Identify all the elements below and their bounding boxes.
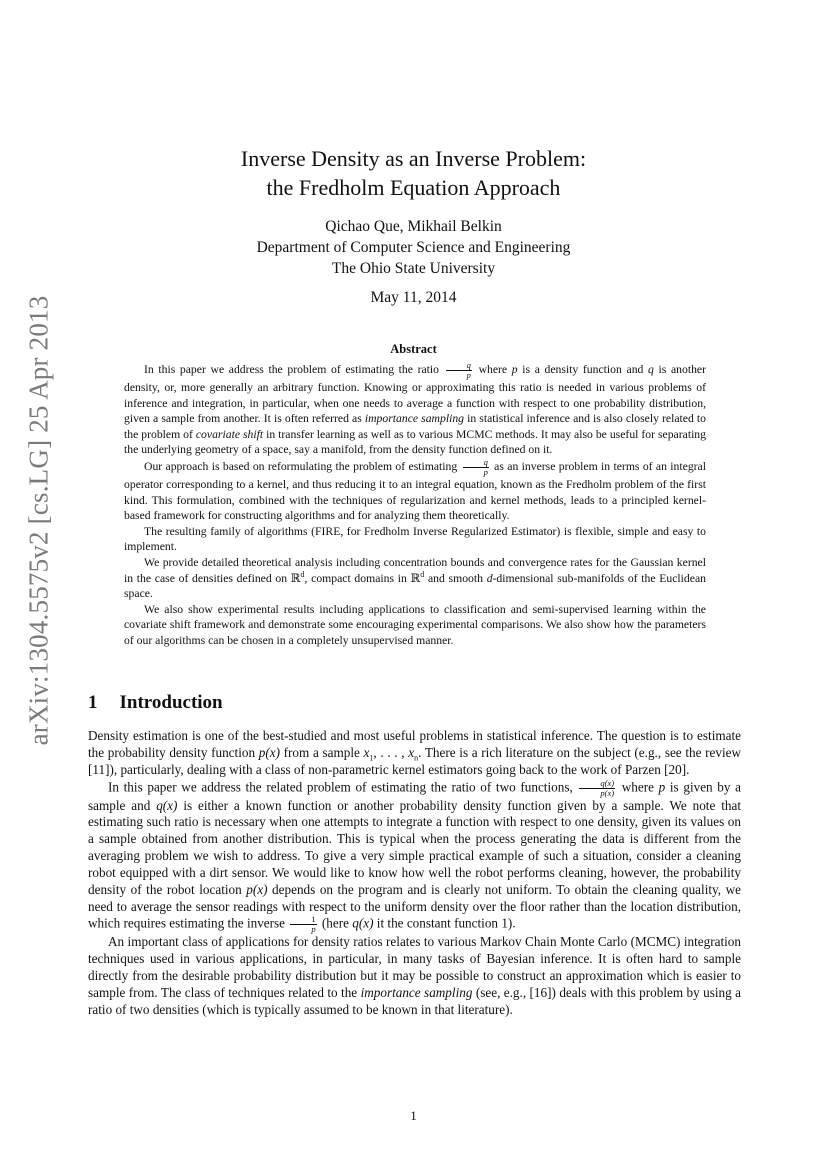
text-run: and smooth — [424, 571, 487, 585]
text-run: -dimensional sub-manifolds of the Euclidean space. — [124, 571, 706, 601]
arxiv-identifier-stamp — [8, 295, 70, 745]
text-run: is either a known function or another probability density function given by a sample. We note that estimating such ratio is necessary when one attempts to integrate a function with respect to one density, given its values on a sample obtained from another distribution. This is typical when the process generating the data is different from the averaging problem we wish to address. To give a very simple practical example of such a situation, consider a cleaning robot equipped with a dirt sensor. We would like to know how well the robot performs cleaning, however, the probability density of the robot location — [88, 797, 741, 897]
math-variable: p — [511, 363, 518, 377]
math-reals-symbol: ℝ — [290, 571, 301, 585]
text-run: in transfer learning as well as to various MCMC methods. It may also be useful for separating the underlying geometry of a space, say a manifold, from the density function defined on it. — [124, 427, 706, 457]
abstract-paragraph-5: We also show experimental results including applications to classification and semi-supervised learning within the covariate shift framework and demonstrate some encouraging experimental comparisons. We also show how the parameters of our algorithms can be chosen in a completely unsupervised manner. — [124, 602, 706, 647]
fraction-numerator: q — [446, 361, 472, 371]
fraction-numerator: 1 — [290, 915, 316, 925]
author-department: Department of Computer Science and Engineering — [256, 239, 571, 256]
arxiv-identifier-text: arXiv:1304.5575v2 [cs.LG] 25 Apr 2013 — [23, 295, 54, 745]
fraction-one-over-p — [290, 915, 316, 934]
subscript: 1 — [369, 753, 374, 763]
intro-paragraph-1 — [88, 728, 741, 779]
intro-paragraph-2 — [88, 779, 741, 935]
introduction-body — [88, 728, 741, 1019]
author-names: Qichao Que, Mikhail Belkin — [325, 218, 502, 235]
intro-paragraph-3 — [88, 934, 741, 1018]
abstract-body — [124, 361, 706, 649]
emphasis-text: importance sampling — [364, 412, 465, 426]
superscript: d — [420, 569, 425, 579]
abstract-paragraph-2 — [124, 458, 706, 524]
math-variable: d — [486, 571, 493, 585]
section-title: Introduction — [119, 692, 223, 713]
text-run: In this paper we address the related problem of estimating the ratio of two functions, — [108, 779, 578, 795]
paper-title — [0, 144, 827, 202]
text-run: in statistical inference and is also closely related to the problem of — [124, 412, 707, 441]
math-expression: q(x) — [352, 915, 374, 931]
subscript: n — [414, 753, 419, 763]
fraction-denominator: p — [311, 924, 316, 935]
math-variable: p — [658, 779, 666, 795]
fraction-q-over-p — [446, 361, 472, 380]
paper-date: May 11, 2014 — [370, 289, 457, 306]
fraction-qx-over-px — [579, 779, 615, 798]
text-run: , . . . , — [373, 744, 409, 760]
text-run: , compact domains in — [304, 571, 411, 585]
text-run: is given by a sample and — [88, 779, 742, 813]
abstract-heading: Abstract — [390, 342, 437, 356]
text-run: it the constant function 1). — [373, 915, 516, 931]
text-run: is another density, or, more generally an arbitrary function. Knowing or approximating this ratio is needed in various problems of inference and integration, in particular, when one needs to average a function with respect to one probability distribution, given a sample from another. It is often referred as — [124, 363, 706, 426]
section-number: 1 — [88, 692, 98, 713]
title-line-1: Inverse Density as an Inverse Problem: — [240, 146, 587, 171]
text-run: Our approach is based on reformulating the problem of estimating — [144, 460, 461, 474]
text-run: (see, e.g., [16]) deals with this problem by using a ratio of two densities (which is typically assumed to be known in that literature). — [88, 984, 741, 1017]
fraction-q-over-p — [463, 458, 489, 477]
section-heading-introduction — [88, 692, 223, 714]
text-run: (here — [318, 915, 353, 931]
author-university: The Ohio State University — [331, 260, 496, 277]
math-expression: p(x) — [246, 881, 268, 897]
fraction-denominator: p — [483, 466, 488, 477]
abstract-paragraph-1 — [124, 361, 706, 458]
fraction-numerator: q(x) — [579, 779, 615, 789]
text-run: . There is a rich literature on the subject (e.g., see the review [11]), particularly, dealing with a class of non-parametric kernel estimators going back to the work of Parzen [20]. — [88, 744, 742, 777]
math-variable: q — [648, 363, 654, 377]
text-run: from a sample — [279, 744, 364, 760]
text-run: where — [473, 363, 512, 377]
text-run: where — [617, 779, 659, 795]
fraction-denominator: p(x) — [600, 787, 615, 798]
abstract-paragraph-3: The resulting family of algorithms (FIRE, for Fredholm Inverse Regularized Estimator) is flexible, simple and easy to implement. — [124, 524, 706, 554]
text-run: depends on the program and is clearly not uniform. To obtain the cleaning quality, we need to average the sensor readings with respect to the uniform density over the floor rather than the location distribution, which requires estimating the inverse — [88, 881, 741, 931]
text-run: We provide detailed theoretical analysis including concentration bounds and convergence rates for the Gaussian kernel in the case of densities defined on — [124, 555, 706, 585]
fraction-numerator: q — [463, 458, 489, 468]
text-run: as an inverse problem in terms of an integral operator corresponding to a kernel, and thus reducing it to an integral equation, known as the Fredholm problem of the first kind. This formulation, combined with the techniques of regularization and kernel methods, leads to a principled kernel-based framework for constructing algorithms and for analyzing them theoretically. — [124, 460, 706, 523]
superscript: d — [300, 569, 305, 579]
abstract-paragraph-4 — [124, 555, 706, 602]
text-run: An important class of applications for density ratios relates to various Markov Chain Monte Carlo (MCMC) integration techniques used in various applications, in particular, in many tasks of Bayesian inference. It is often hard to sample directly from the desirable probability distribution but it may be possible to construct an approximation which is easier to sample from. The class of techniques related to the — [88, 934, 741, 1000]
fraction-denominator: p — [466, 370, 471, 380]
math-variable: x — [363, 744, 370, 760]
text-run: In this paper we address the problem of estimating the ratio — [144, 363, 444, 377]
math-reals-symbol: ℝ — [410, 571, 421, 585]
math-expression: q(x) — [156, 797, 178, 813]
title-line-2: the Fredholm Equation Approach — [266, 175, 561, 200]
math-variable: x — [408, 744, 415, 760]
math-expression: p(x) — [258, 744, 280, 760]
text-run: is a density function and — [517, 363, 649, 377]
text-run: Density estimation is one of the best-studied and most useful problems in statistical inference. The question is to estimate the probability density function — [88, 728, 741, 760]
emphasis-text: importance sampling — [360, 984, 473, 1000]
emphasis-text: covariate shift — [195, 427, 264, 441]
author-block — [0, 216, 827, 279]
page-number: 1 — [410, 1108, 417, 1123]
